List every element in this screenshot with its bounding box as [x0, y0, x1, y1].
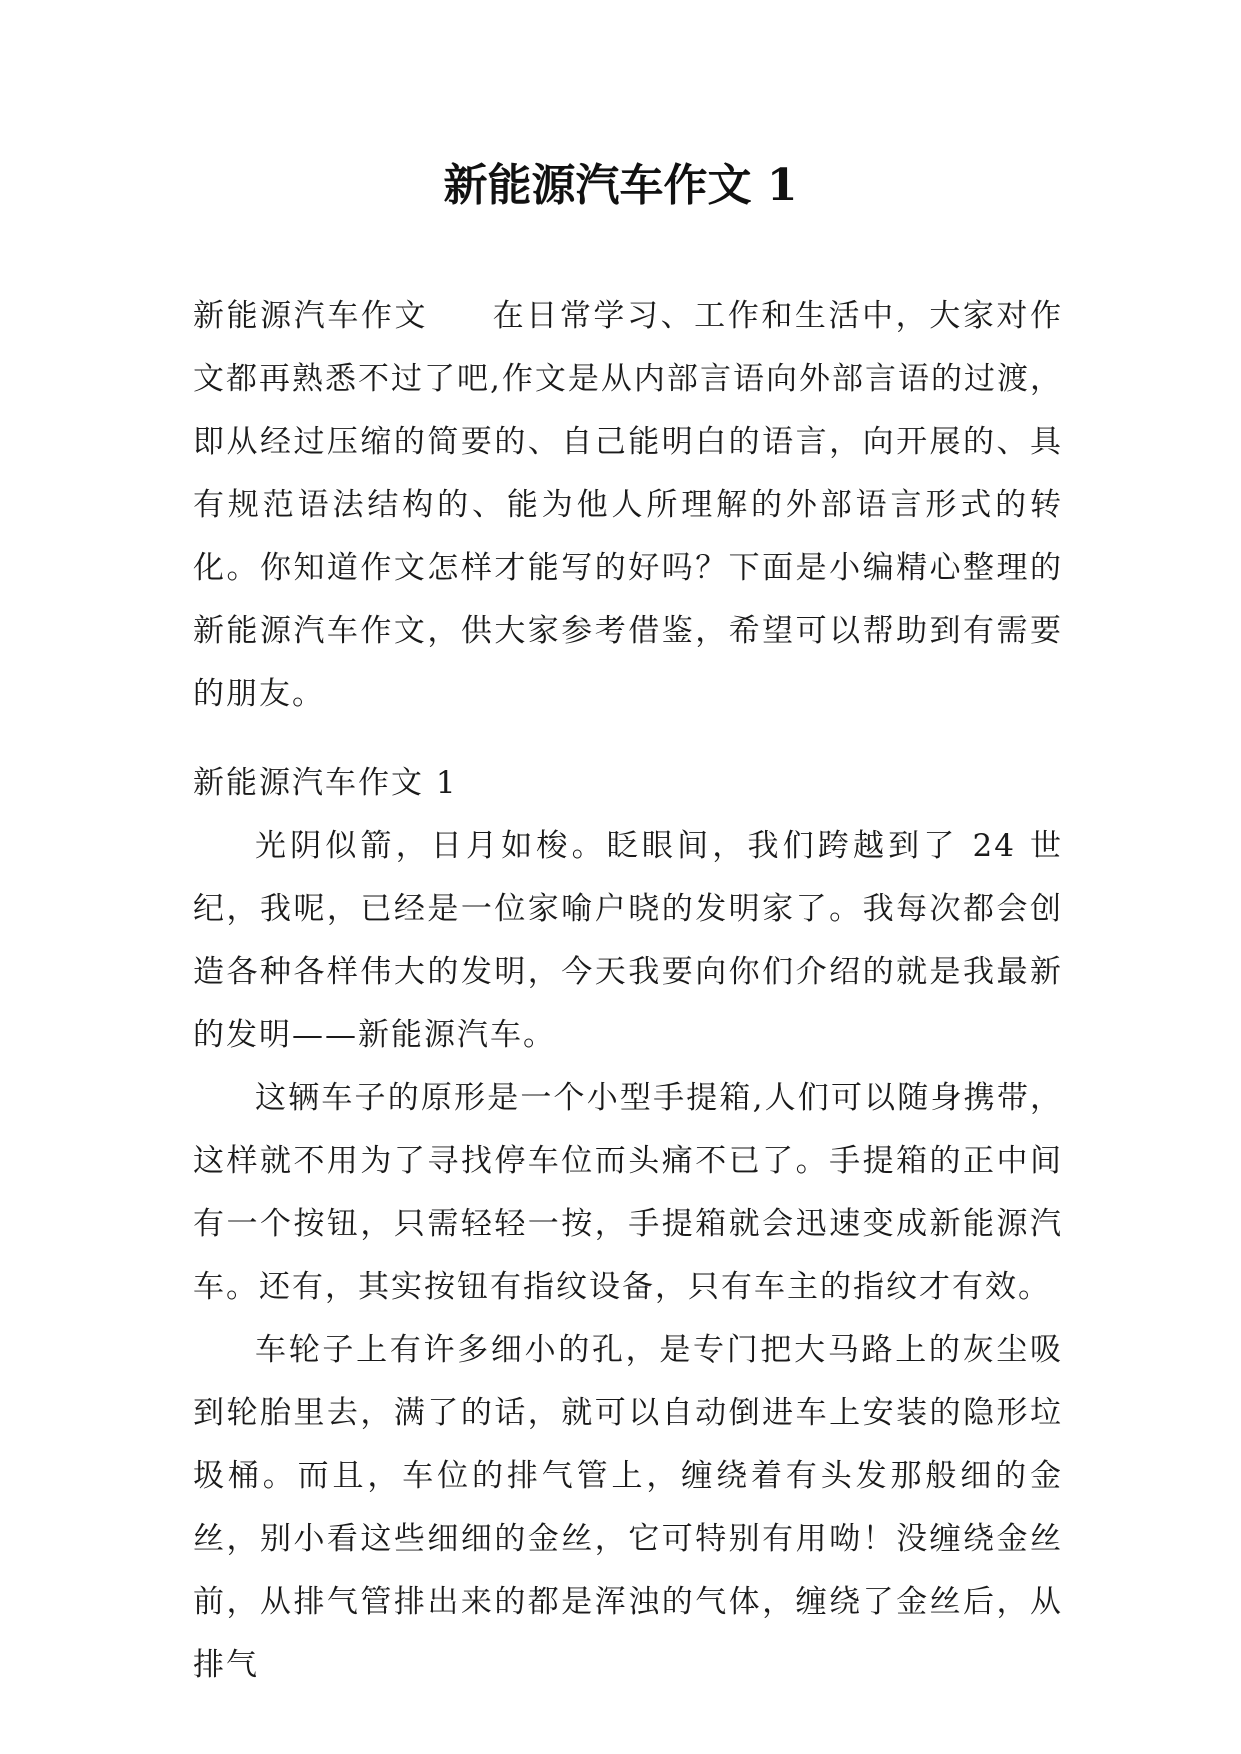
intro-paragraph [193, 285, 1063, 726]
essay-paragraph: 这辆车子的原形是一个小型手提箱,人们可以随身携带，这样就不用为了寻找停车位而头痛不已了。手提箱的正中间有一个按钮，只需轻轻一按，手提箱就会迅速变成新能源汽车。还有，其实按钮有指纹设备，只有车主的指纹才有效。 [193, 1080, 1063, 1305]
essay-body [193, 815, 1063, 1697]
intro-text: 在日常学习、工作和生活中，大家对作文都再熟悉不过了吧,作文是从内部言语向外部言语的过渡，即从经过压缩的简要的、自己能明白的语言，向开展的、具有规范语法结构的、能为他人所理解的外部语言形式的转化。你知道作文怎样才能写的好吗？下面是小编精心整理的新能源汽车作文，供大家参考借鉴，希望可以帮助到有需要的朋友。 [193, 298, 1064, 712]
essay-paragraph: 光阴似箭，日月如梭。眨眼间，我们跨越到了 24 世纪，我呢，已经是一位家喻户晓的发明家了。我每次都会创造各种各样伟大的发明，今天我要向你们介绍的就是我最新的发明——新能源汽车。 [193, 828, 1063, 1053]
document-title: 新能源汽车作文 1 [443, 160, 798, 211]
essay-paragraph: 车轮子上有许多细小的孔，是专门把大马路上的灰尘吸到轮胎里去，满了的话，就可以自动倒进车上安装的隐形垃圾桶。而且，车位的排气管上，缠绕着有头发那般细的金丝，别小看这些细细的金丝，它可特别有用呦！没缠绕金丝前，从排气管排出来的都是浑浊的气体，缠绕了金丝后，从排气 [193, 1332, 1063, 1683]
section-heading: 新能源汽车作文 1 [193, 765, 458, 801]
intro-label: 新能源汽车作文 [193, 298, 429, 334]
